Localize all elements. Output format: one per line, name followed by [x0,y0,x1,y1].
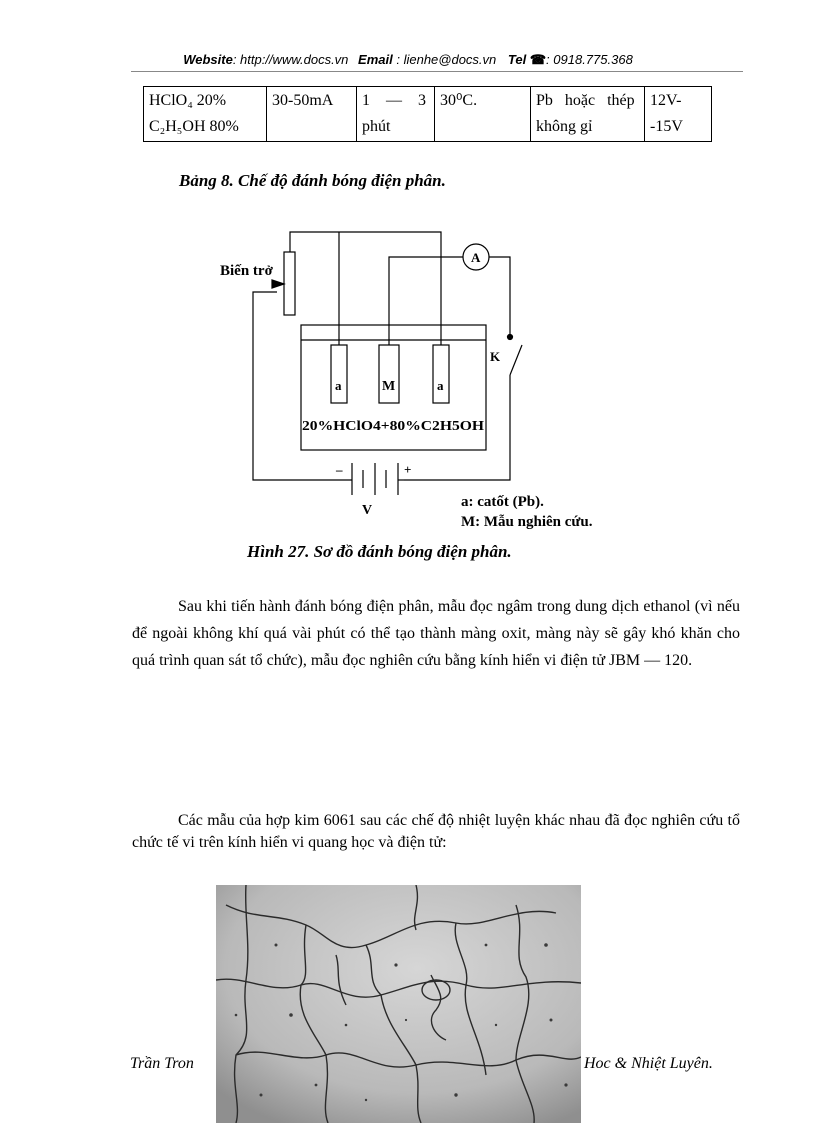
website-value: : http://www.docs.vn [232,52,349,67]
solution-label: 20%HClO4+80%C2H5OH [302,419,485,434]
wire-top [290,232,441,345]
footer-left: Trần Tron [130,1055,194,1072]
figure-caption: Hình 27. Sơ đồ đánh bóng điện phân. [247,542,512,561]
cathode-right [433,345,449,403]
table-caption: Bảng 8. Chế độ đánh bóng điện phân. [179,171,446,190]
table-8 [143,86,712,142]
website-label: Website [183,52,233,67]
phone-icon: ☎ [529,52,547,67]
electrode-middle-label: M [382,379,396,394]
battery-minus: – [336,462,343,477]
electrode-left-label: a [335,378,342,393]
sample-electrode [379,345,399,403]
legend-sample: M: Mẫu nghiên cứu. [461,514,593,530]
electropolishing-diagram [205,225,635,525]
micrograph-image [216,885,581,1123]
table-cell: 1 — 3 phút [357,87,435,142]
switch-label: K [490,349,501,364]
table-cell: 12V- -15V [645,87,712,142]
body-paragraph: Các mẫu của hợp kim 6061 sau các chế độ nhiệt luyện khác nhau đã đọc nghiên cứu tổ chức tế vi trên kính hiển vi quang học và điện tử: [132,812,740,851]
table-cell: Pb hoặc thép không gỉ [531,87,645,142]
switch-blade [510,345,522,375]
battery-plus: + [404,462,412,477]
email-label: Email [358,52,393,67]
slider-arrow-head [272,280,284,288]
footer-right: Hoc & Nhiệt Luyên. [584,1055,713,1072]
switch-contact [508,335,513,340]
rheostat-label: Biến trở [220,263,273,279]
cathode-left [331,345,347,403]
rheostat [284,252,295,315]
header-divider [131,71,743,72]
table-cell: HClO₄ 20% C₂H₅OH 80% [144,87,267,142]
email-value: : lienhe@docs.vn [396,52,497,67]
table-cell: 30⁰C. [435,87,531,142]
battery-label: V [362,503,373,518]
legend-cathode: a: catốt (Pb). [461,494,544,510]
ammeter-label: A [471,250,481,265]
table-row [144,87,712,142]
body-paragraph: Sau khi tiến hành đánh bóng điện phân, mẫu đọc ngâm trong dung dịch ethanol (vì nếu để ngoài không khí quá vài phút có thể tạo thành màng oxit, màng này sẽ gây khó khăn cho quá trình quan sát tổ chức), mẫu đọc nghiên cứu bằng kính hiển vi điện tử JBM — 120. [132,598,740,669]
electrode-right-label: a [437,378,444,393]
wire-ammeter [389,257,463,345]
tel-label: Tel [507,52,527,67]
page-header [0,52,816,68]
wire-switch [489,257,510,335]
table-cell: 30-50mA [267,87,357,142]
tel-value: : 0918.775.368 [546,52,633,67]
